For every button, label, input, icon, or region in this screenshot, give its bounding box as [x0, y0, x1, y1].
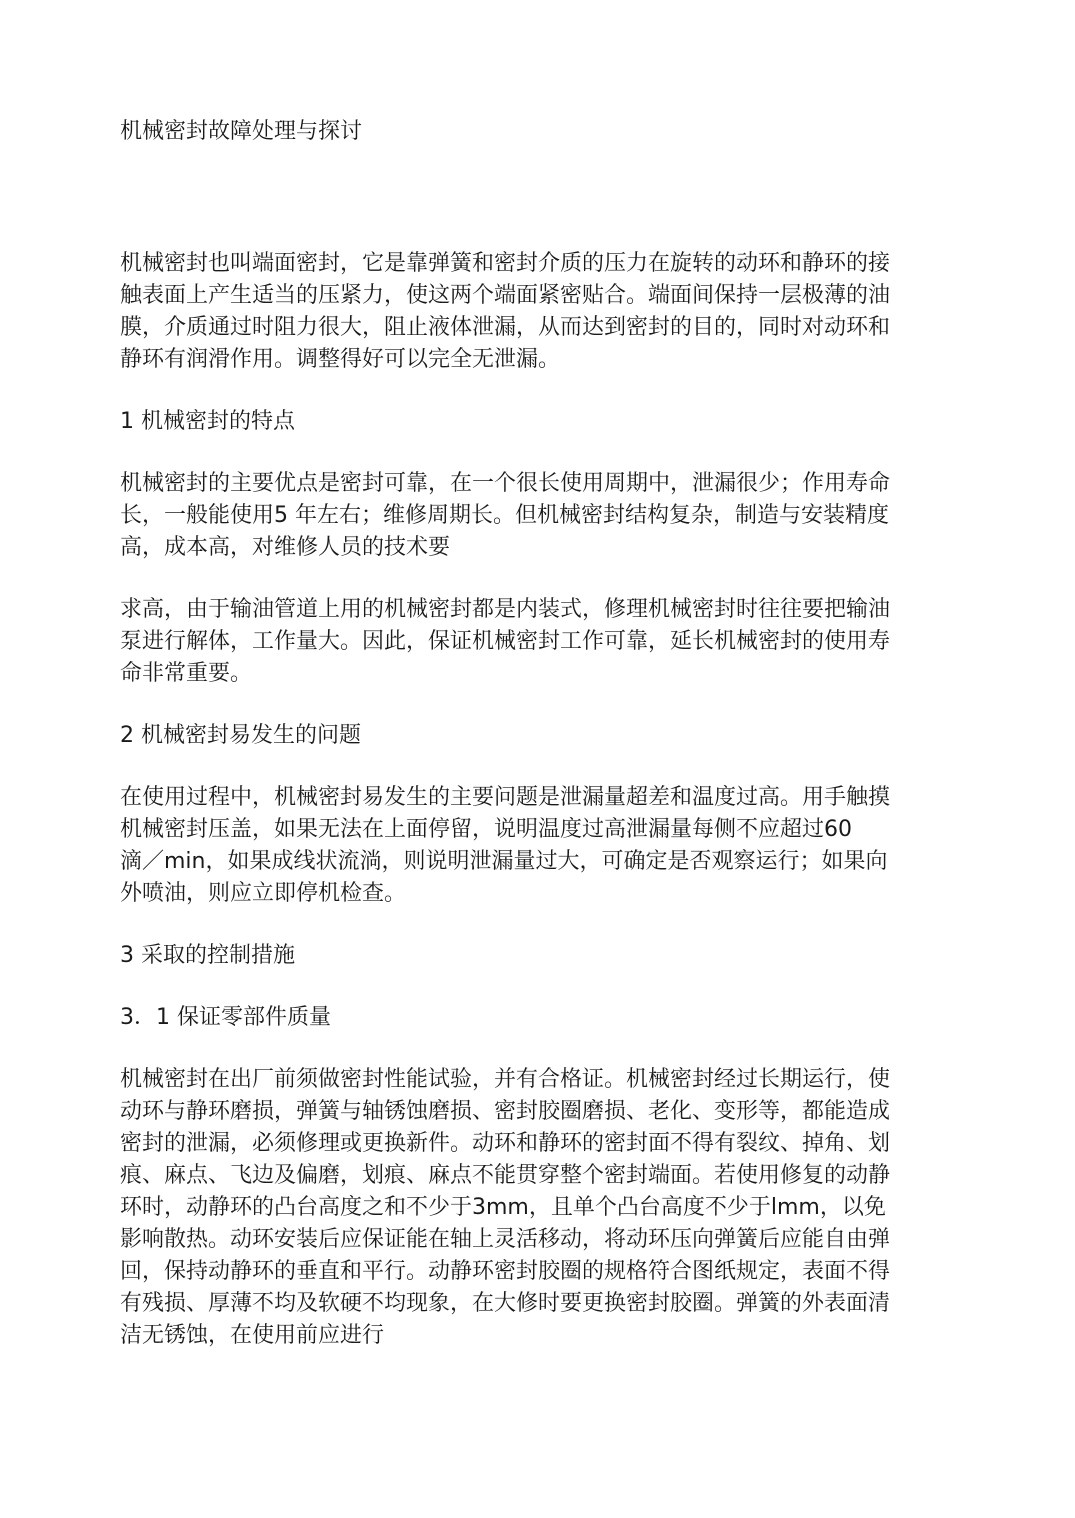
section-3-heading: 3 采取的控制措施	[120, 943, 295, 968]
document-body	[120, 248, 1000, 1382]
section-3-1-heading: 3．1 保证零部件质量	[120, 1005, 331, 1030]
document-title: 机械密封故障处理与探讨	[120, 119, 363, 144]
section-1-paragraph-1: 机械密封的主要优点是密封可靠，在一个很长使用周期中，泄漏很少；作用寿命 长，一般能使用5 年左右；维修周期长。但机械密封结构复杂，制造与安装精度 高，成本高，对维修人员的技术要	[120, 471, 891, 560]
section-3-1-paragraph: 机械密封在出厂前须做密封性能试验，并有合格证。机械密封经过长期运行，使 动环与静环磨损，弹簧与轴锈蚀磨损、密封胶圈磨损、老化、变形等，都能造成 密封的泄漏，必须修理或更换新件。动环和静环的密封面不得有裂纹、掉角、划 痕、麻点、飞边及偏磨，划痕、麻点不能贯穿整个密封端面。若使用修复的动静 环时，动静环的凸台高度之和不少于3mm，且单个凸台高度不少于lmm，以免 影响散热。动环安装后应保证能在轴上灵活移动，将动环压向弹簧后应能自由弹 回，保持动静环的垂直和平行。动静环密封胶圈的规格符合图纸规定，表面不得 有残损、厚薄不均及软硬不均现象，在大修时要更换密封胶圈。弹簧的外表面清 洁无锈蚀，在使用前应进行	[120, 1067, 891, 1348]
intro-paragraph: 机械密封也叫端面密封，它是靠弹簧和密封介质的压力在旋转的动环和静环的接 触表面上产生适当的压紧力，使这两个端面紧密贴合。端面间保持一层极薄的油 膜，介质通过时阻力很大，阻止液体泄漏，从而达到密封的目的，同时对动环和 静环有润滑作用。调整得好可以完全无泄漏。	[120, 251, 891, 372]
section-1-heading: 1 机械密封的特点	[120, 409, 295, 434]
section-1-paragraph-2: 求高，由于输油管道上用的机械密封都是内装式，修理机械密封时往往要把输油 泵进行解体，工作量大。因此，保证机械密封工作可靠，延长机械密封的使用寿 命非常重要。	[120, 597, 891, 686]
section-2-paragraph: 在使用过程中，机械密封易发生的主要问题是泄漏量超差和温度过高。用手触摸 机械密封压盖，如果无法在上面停留，说明温度过高泄漏量每侧不应超过60 滴／min，如果成线状流淌，则说明泄漏量过大，可确定是否观察运行；如果向 外喷油，则应立即停机检查。	[120, 785, 891, 906]
section-2-heading: 2 机械密封易发生的问题	[120, 723, 361, 748]
